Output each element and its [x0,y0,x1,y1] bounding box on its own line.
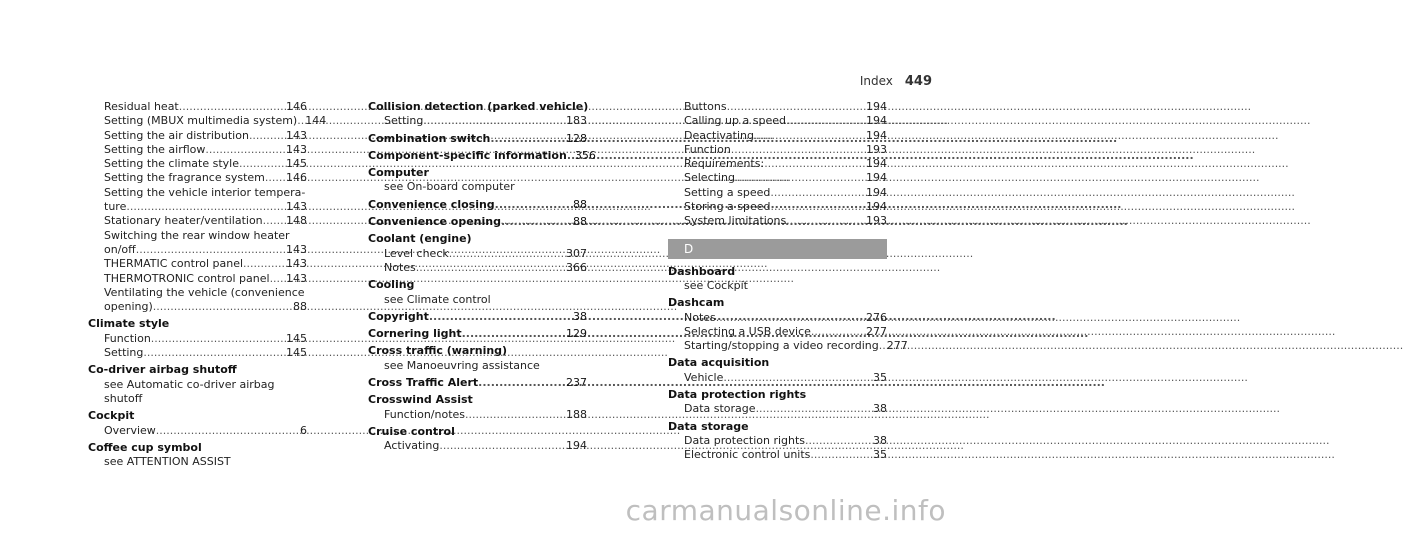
index-subentry [668,214,887,228]
index-subentry [368,247,587,261]
entry-text: Cornering light [368,327,462,341]
index-subentry [368,439,587,453]
entry-text: Stationary heater/ventilation [104,214,263,228]
entry-text: Starting/stopping a video recording [684,339,879,353]
index-heading [368,232,587,246]
entry-text: Climate style [88,317,170,331]
leader-dots [727,100,864,114]
index-column-3 [668,100,908,463]
page-reference: 88 [573,215,587,229]
page-reference: 38 [873,402,887,416]
index-heading [368,132,587,146]
leader-dots [263,214,284,228]
entry-text: Dashcam [668,296,725,310]
entry-text: Convenience opening [368,215,501,229]
page-reference: 194 [866,128,887,142]
index-heading [368,344,587,358]
index-subentry [88,171,307,185]
leader-dots [153,300,291,314]
entry-text: Buttons [684,100,727,113]
page-reference: 143 [286,128,307,142]
page-reference: 194 [866,185,887,199]
page-reference: 276 [866,310,887,324]
entry-text: Requirements: [684,157,765,171]
entry-text: Setting a speed [684,185,771,199]
index-subentry [88,143,307,157]
page-reference: 129 [566,327,587,341]
leader-dots [716,311,864,325]
leader-dots [735,171,864,185]
index-heading [368,376,587,390]
entry-text: Function [684,142,731,156]
entry-text: ture [104,200,127,214]
index-heading [668,296,887,310]
leader-dots [786,114,864,128]
index-subentry [88,157,307,171]
entry-text: Cruise control [368,424,455,438]
page-reference: 145 [286,331,307,345]
watermark: carmanualsonline.info [625,494,946,527]
index-subentry [88,200,307,214]
entry-text: Setting the fragrance system [104,171,265,185]
entry-text: Setting (MBUX multimedia system) [104,114,298,128]
index-heading [368,198,587,212]
entry-text: Calling up a speed [684,114,786,128]
entry-text: Computer [368,166,429,180]
entry-text: Cross traffic (warning) [368,344,508,358]
index-subentry [668,402,887,416]
leader-dots [478,376,564,390]
index-subentry: see Automatic co-driver airbag shutoff [104,377,275,405]
page-header [860,74,932,89]
entry-text: Function [104,331,151,345]
page-reference: 193 [866,214,887,228]
page-reference: 6 [300,423,307,437]
index-subentry [668,114,887,128]
index-subentry: Switching the rear window heater [104,228,290,242]
entry-text: Collision detection (parked vehicle) [368,100,589,113]
page-reference: 143 [286,271,307,285]
index-subentry [88,332,307,346]
index-heading [88,409,307,423]
page-reference: 143 [286,242,307,256]
entry-text: Combination switch [368,131,491,145]
index-subentry [668,371,887,385]
index-heading [368,327,587,341]
index-heading [368,310,587,324]
page-reference: 194 [866,171,887,185]
leader-dots [239,157,284,171]
page-reference: 194 [866,200,887,214]
entry-text: Function/notes [384,407,466,421]
page-reference: 38 [873,433,887,447]
index-heading [88,317,307,331]
entry-text: Data storage [684,402,756,416]
index-heading [368,166,587,180]
leader-dots [490,132,564,146]
leader-dots [205,143,284,157]
index-subentry [368,261,587,275]
page-reference: 35 [873,370,887,384]
page-reference: 183 [566,114,587,128]
entry-text: Data protection rights [684,433,806,447]
leader-dots [465,408,564,422]
index-subentry [368,114,587,128]
entry-text: Residual heat [104,100,179,113]
index-subentry [88,129,307,143]
page-reference: 194 [866,157,887,171]
entry-text: Crosswind Assist [368,393,473,407]
entry-text: on/off [104,242,136,256]
page-reference: 35 [873,448,887,462]
page-reference: 366 [566,260,587,274]
index-subentry: see Cockpit [684,278,748,292]
index-subentry [88,300,307,314]
entry-text: Cooling [368,278,415,292]
index-subentry [668,325,887,339]
index-subentry [88,214,307,228]
index-heading [368,100,587,114]
page-reference: 144 [305,114,327,128]
leader-dots [764,157,864,171]
page-reference: 194 [866,114,887,128]
leader-dots [810,448,871,462]
entry-text: Overview [104,423,156,437]
leader-dots [156,424,298,438]
entry-text: Setting [384,114,424,128]
leader-dots [126,200,284,214]
leader-dots [270,272,284,286]
leader-dots [249,129,284,143]
page-reference: 145 [286,346,307,360]
index-subentry [668,171,887,185]
leader-dots [723,371,871,385]
index-subentry: Ventilating the vehicle (convenience [104,285,305,299]
leader-dots [265,171,284,185]
index-subentry [88,243,307,257]
index-subentry [668,448,887,462]
page-reference: 307 [566,246,587,260]
entry-text: Notes [384,260,416,274]
index-heading [368,278,587,292]
index-heading [368,393,587,407]
leader-dots [416,261,564,275]
index-heading [668,388,887,402]
leader-dots [495,198,571,212]
entry-text: Level check [384,246,449,260]
leader-dots [786,214,864,228]
index-subentry: see Manoeuvring assistance [384,358,540,372]
page-reference: 277 [886,339,908,353]
page-reference: 128 [566,131,587,145]
leader-dots [423,114,564,128]
entry-text: Dashboard [668,264,736,278]
leader-dots [143,346,284,360]
leader-dots [770,186,864,200]
index-heading [88,363,307,377]
leader-dots [462,327,564,341]
entry-text: Notes [684,310,716,324]
page-reference: 143 [286,200,307,214]
index-subentry [88,257,307,271]
page-reference: 38 [573,309,587,323]
page-reference: 88 [573,197,587,211]
entry-text: Activating [384,439,440,453]
page-reference: 88 [293,300,307,314]
index-subentry: see Climate control [384,292,491,306]
index-heading [368,425,587,439]
index-heading [668,420,887,434]
index-subentry [88,114,327,128]
index-heading [88,441,307,455]
page-number: 449 [904,74,932,89]
page-reference: 237 [566,376,587,390]
entry-text: Coffee cup symbol [88,440,202,454]
leader-dots [449,247,564,261]
index-subentry [668,200,887,214]
index-heading [368,215,587,229]
leader-dots [754,129,864,143]
index-subentry [668,186,887,200]
index-subentry [668,129,887,143]
leader-dots [731,143,864,157]
page-reference: 356 [574,148,596,162]
leader-dots [179,100,284,114]
entry-text: Data storage [668,419,749,433]
leader-dots [136,243,284,257]
page-reference: 143 [286,142,307,156]
entry-text: Cross Traffic Alert [368,376,479,390]
entry-text: System limitations [684,214,787,228]
index-subentry: see On-board computer [384,180,515,194]
entry-text: Setting the air distribution [104,128,249,142]
entry-text: opening) [104,300,153,314]
page-reference: 148 [286,214,307,228]
entry-text: Coolant (engine) [368,232,472,246]
entry-text: Setting [104,346,144,360]
entry-text: Setting the airflow [104,142,206,156]
entry-text: Electronic control units [684,448,811,462]
leader-dots [243,257,284,271]
entry-text: Data protection rights [668,388,807,402]
index-subentry [88,346,307,360]
section-title: Index [859,74,893,88]
index-subentry: Setting the vehicle interior tempera- [104,185,306,199]
page-reference: 277 [866,324,887,338]
index-subentry [668,143,887,157]
entry-text: Cockpit [88,409,135,423]
leader-dots [501,215,571,229]
leader-dots [771,200,864,214]
entry-text: THERMATIC control panel [104,257,244,271]
page-reference: 143 [286,257,307,271]
entry-text: Selecting a USB device [684,324,811,338]
index-subentry [88,424,307,438]
entry-text: Vehicle [684,370,724,384]
index-heading [368,148,596,163]
leader-dots [439,439,564,453]
index-subentry [88,100,307,114]
entry-text: Convenience closing [368,197,495,211]
entry-text: Component-specific information [368,148,567,162]
entry-text: THERMOTRONIC control panel [104,271,270,285]
index-subentry [668,434,887,448]
entry-text: Setting the climate style [104,157,240,171]
leader-dots [151,332,284,346]
leader-dots [756,402,871,416]
leader-dots [805,434,871,448]
page-reference: 194 [566,439,587,453]
page-reference: 193 [866,142,887,156]
index-subentry [668,100,887,114]
index-heading [668,265,887,279]
page-reference: 188 [566,407,587,421]
page-reference: 146 [286,171,307,185]
index-column-2 [368,100,596,454]
index-subentry [668,157,887,171]
index-column-1 [88,100,327,469]
index-subentry [668,311,887,325]
entry-text: Copyright [368,309,429,323]
entry-text: Data acquisition [668,356,770,370]
index-subentry [88,272,307,286]
index-subentry [668,339,908,353]
entry-text: Selecting [684,171,735,185]
index-heading [668,356,887,370]
entry-text: Storing a speed [684,200,771,214]
index-subentry: see ATTENTION ASSIST [104,455,231,469]
leader-dots [811,325,864,339]
leader-dots [429,310,571,324]
page-reference: 146 [286,100,307,113]
entry-text: Co-driver airbag shutoff [88,363,237,377]
index-letter-heading: D [668,239,887,259]
page-reference: 145 [286,157,307,171]
entry-text: Deactivating [684,128,754,142]
index-subentry [368,408,587,422]
page-reference: 194 [866,100,887,113]
